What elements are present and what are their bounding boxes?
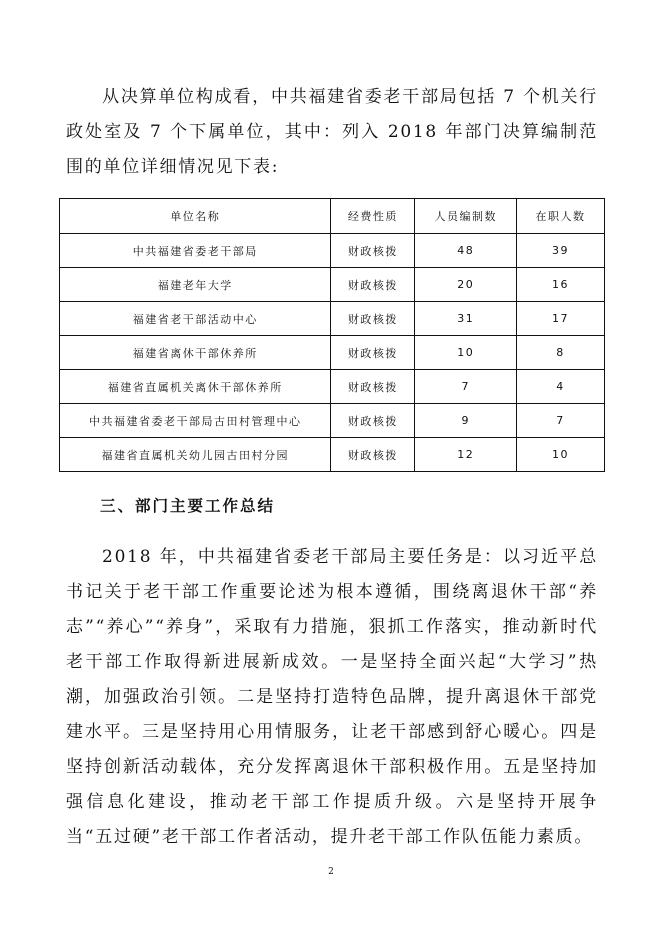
cell-active-staff: 7	[517, 404, 605, 438]
intro-paragraph	[66, 80, 598, 185]
table-row	[60, 234, 605, 268]
cell-staff-quota: 31	[415, 302, 517, 336]
cell-unit-name: 中共福建省委老干部局古田村管理中心	[60, 404, 331, 438]
cell-active-staff: 39	[517, 234, 605, 268]
cell-unit-name: 中共福建省委老干部局	[60, 234, 331, 268]
cell-active-staff: 8	[517, 336, 605, 370]
table-row	[60, 268, 605, 302]
cell-active-staff: 16	[517, 268, 605, 302]
page-number: 2	[328, 867, 334, 877]
cell-unit-name: 福建省老干部活动中心	[60, 302, 331, 336]
cell-funding-type: 财政核拨	[331, 234, 415, 268]
cell-active-staff: 4	[517, 370, 605, 404]
table-row	[60, 438, 605, 472]
cell-staff-quota: 12	[415, 438, 517, 472]
cell-active-staff: 17	[517, 302, 605, 336]
cell-active-staff: 10	[517, 438, 605, 472]
cell-funding-type: 财政核拨	[331, 370, 415, 404]
summary-paragraph	[66, 540, 598, 855]
table-row	[60, 302, 605, 336]
table-row	[60, 336, 605, 370]
header-staff-quota: 人员编制数	[415, 199, 517, 234]
cell-funding-type: 财政核拨	[331, 268, 415, 302]
cell-staff-quota: 9	[415, 404, 517, 438]
cell-staff-quota: 7	[415, 370, 517, 404]
cell-unit-name: 福建省直属机关幼儿园古田村分园	[60, 438, 331, 472]
header-active-staff: 在职人数	[517, 199, 605, 234]
cell-funding-type: 财政核拨	[331, 302, 415, 336]
cell-funding-type: 财政核拨	[331, 404, 415, 438]
cell-funding-type: 财政核拨	[331, 438, 415, 472]
cell-unit-name: 福建老年大学	[60, 268, 331, 302]
intro-text: 从决算单位构成看，中共福建省委老干部局包括 7 个机关行政处室及 7 个下属单位，其中：列入 2018 年部门决算编制范围的单位详细情况见下表:	[66, 87, 598, 177]
cell-unit-name: 福建省直属机关离休干部休养所	[60, 370, 331, 404]
header-unit-name: 单位名称	[60, 199, 331, 234]
table-header-row	[60, 199, 605, 234]
table-row	[60, 404, 605, 438]
cell-funding-type: 财政核拨	[331, 336, 415, 370]
table-row	[60, 370, 605, 404]
cell-staff-quota: 10	[415, 336, 517, 370]
cell-unit-name: 福建省离休干部休养所	[60, 336, 331, 370]
section-heading: 三、部门主要工作总结	[100, 497, 276, 515]
cell-staff-quota: 48	[415, 234, 517, 268]
header-funding-type: 经费性质	[331, 199, 415, 234]
summary-text: 2018 年，中共福建省委老干部局主要任务是：以习近平总书记关于老干部工作重要论述为根本遵循，围绕离退休干部“养志”“养心”“养身”，采取有力措施，狠抓工作落实，推动新时代老干部工作取得新进展新成效。一是坚持全面兴起“大学习”热潮，加强政治引领。二是坚持打造特色品牌，提升离退休干部党建水平。三是坚持用心用情服务，让老干部感到舒心暖心。四是坚持创新活动载体，充分发挥离退休干部积极作用。五是坚持加强信息化建设，推动老干部工作提质升级。六是坚持开展争当“五过硬”老干部工作者活动，提升老干部工作队伍能力素质。	[66, 547, 598, 847]
cell-staff-quota: 20	[415, 268, 517, 302]
units-table	[59, 198, 605, 472]
